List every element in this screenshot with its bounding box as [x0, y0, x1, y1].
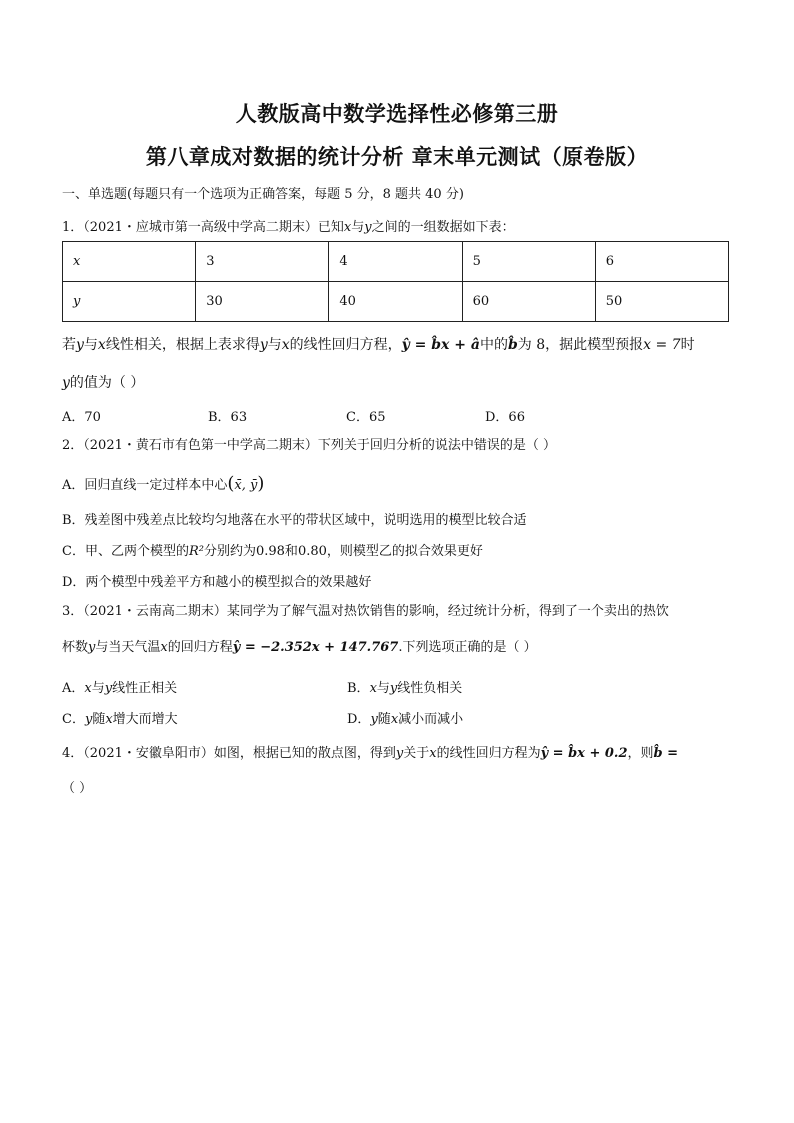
document-subtitle: 第八章成对数据的统计分析 章末单元测试（原卷版） — [145, 145, 649, 169]
q1-text: 若 — [62, 337, 76, 353]
q3-var-x: x — [390, 712, 399, 727]
table-row-y — [63, 282, 729, 322]
q3-option-label: D． — [347, 712, 371, 727]
table-cell: 60 — [462, 282, 595, 322]
q1-text: 线性相关，根据上表求得 — [105, 337, 260, 353]
q1-stem-b: 与 — [351, 220, 365, 235]
q4-text: 关于 — [403, 746, 430, 761]
q1-option-b[interactable]: B．63 — [208, 410, 248, 425]
q2-text: ，则模型乙的拟合效果更好 — [326, 544, 483, 559]
q2-r-squared: R² — [188, 544, 204, 559]
question-2-stem: 2．（2021・黄石市有色第一中学高二期末）下列关于回归分析的说法中错误的是（ ） — [62, 438, 556, 453]
q2-option-d[interactable]: D．两个模型中残差平方和越小的模型拟合的效果越好 — [62, 575, 372, 590]
q2-text: 分别约为 — [203, 544, 256, 559]
q1-stem-a: 1．（2021・应城市第一高级中学高二期末）已知 — [62, 220, 344, 235]
q1-text: 与 — [267, 337, 282, 353]
q1-var-x: x — [281, 337, 290, 353]
q2-option-a-text: A．回归直线一定过样本中心 — [62, 478, 228, 493]
q1-b-hat: b̂ — [507, 337, 518, 353]
question-4-stem — [62, 745, 678, 763]
q3-var-x: x — [84, 681, 92, 696]
question-3-stem-line1: 3．（2021・云南高二期末）某同学为了解气温对热饮销售的影响，经过统计分析，得到了一个卖出的热饮 — [62, 604, 669, 619]
q1-question-line — [62, 374, 144, 392]
q4-regression-equation: ŷ = b̂x + 0.2 — [540, 746, 628, 761]
q3-text: 与 — [91, 681, 105, 696]
q2-value: 0.98 — [255, 544, 285, 559]
question-3-stem-line2 — [62, 639, 537, 657]
q2-option-c[interactable] — [62, 540, 483, 559]
table-cell: 3 — [196, 242, 329, 282]
q1-option-c[interactable]: C．65 — [346, 410, 386, 425]
q3-var-y: y — [104, 681, 113, 696]
q4-answer-paren: （ ） — [62, 781, 93, 796]
q3-var-y: y — [370, 712, 378, 727]
question-1-stem — [62, 219, 515, 237]
q2-text: 和 — [284, 544, 298, 559]
q1-text: 中的 — [479, 337, 508, 353]
q3-text: 减小而减小 — [398, 712, 464, 727]
table-cell: 5 — [462, 242, 595, 282]
q3-option-d[interactable] — [347, 708, 463, 727]
q1-var-x: x — [97, 337, 106, 353]
q3-var-x: x — [105, 712, 113, 727]
q4-text: 的线性回归方程为 — [436, 746, 541, 761]
q3-text: 与当天气温 — [95, 640, 161, 655]
q1-x-equals: x = 7 — [643, 337, 681, 353]
q3-text: 线性正相关 — [112, 681, 178, 696]
q1-option-a[interactable]: A．70 — [62, 410, 101, 425]
q3-text: 线性负相关 — [397, 681, 463, 696]
q3-text: 随 — [92, 712, 106, 727]
q4-var-y: y — [395, 746, 404, 761]
q3-text: 增大而增大 — [112, 712, 178, 727]
q4-text: 4．（2021・安徽阜阳市）如图，根据已知的散点图，得到 — [62, 746, 396, 761]
q1-var-y: y — [259, 337, 268, 353]
q2-paren-right: ) — [257, 473, 265, 494]
q3-option-c[interactable] — [62, 708, 178, 727]
table-cell: 40 — [329, 282, 462, 322]
q4-var-x: x — [429, 746, 437, 761]
q3-option-label: C． — [62, 712, 85, 727]
q1-data-table — [62, 241, 729, 322]
q4-b-hat: b̂ = — [653, 746, 679, 761]
q2-option-a[interactable] — [62, 473, 264, 494]
q1-regression-equation: ŷ = b̂x + â — [401, 337, 480, 353]
q4-text: ，则 — [627, 746, 654, 761]
q1-text: 为 8，据此模型预报 — [517, 337, 644, 353]
document-title: 人教版高中数学选择性必修第三册 — [235, 102, 559, 126]
q1-stem-c: 之间的一组数据如下表： — [371, 220, 515, 235]
q3-option-b[interactable] — [347, 677, 462, 696]
q3-var-x: x — [369, 681, 377, 696]
table-cell: 30 — [196, 282, 329, 322]
table-header-y: y — [63, 282, 196, 322]
q1-var-y: y — [62, 375, 70, 391]
q3-regression-equation: ŷ = −2.352x + 147.767 — [232, 640, 399, 655]
q3-text: 的回归方程 — [167, 640, 233, 655]
q2-sample-center: x̄, ȳ — [234, 478, 258, 493]
q3-option-label: B． — [347, 681, 370, 696]
table-cell: 6 — [595, 242, 728, 282]
q2-option-b[interactable]: B．残差图中残差点比较均匀地落在水平的带状区域中，说明选用的模型比较合适 — [62, 513, 527, 528]
q1-option-d[interactable]: D．66 — [485, 410, 525, 425]
q1-text: 时 — [680, 337, 695, 353]
q3-option-label: A． — [62, 681, 85, 696]
q2-value: 0.80 — [297, 544, 327, 559]
q1-text: 的线性回归方程， — [289, 337, 402, 353]
table-row-x — [63, 242, 729, 282]
q2-text: C．甲、乙两个模型的 — [62, 544, 189, 559]
q1-var-x: x — [343, 220, 352, 235]
table-cell: 4 — [329, 242, 462, 282]
section-heading: 一、单选题(每题只有一个选项为正确答案，每题 5 分，8 题共 40 分) — [62, 187, 464, 202]
q3-option-a[interactable] — [62, 677, 177, 696]
q1-text: 与 — [83, 337, 98, 353]
q3-text: 与 — [376, 681, 390, 696]
q3-text: 随 — [377, 712, 391, 727]
q3-var-y: y — [389, 681, 398, 696]
table-cell: 50 — [595, 282, 728, 322]
q1-var-y: y — [76, 337, 84, 353]
q2-paren-left: ( — [227, 473, 235, 494]
q3-text: 杯数 — [62, 640, 89, 655]
q3-var-x: x — [160, 640, 168, 655]
q1-text: 的值为（ ） — [69, 375, 145, 391]
q3-text: .下列选项正确的是（ ） — [398, 640, 537, 655]
table-header-x: x — [63, 242, 196, 282]
q1-condition-line — [62, 336, 695, 354]
q3-var-y: y — [84, 712, 93, 727]
q1-var-y: y — [364, 220, 372, 235]
q3-var-y: y — [88, 640, 96, 655]
